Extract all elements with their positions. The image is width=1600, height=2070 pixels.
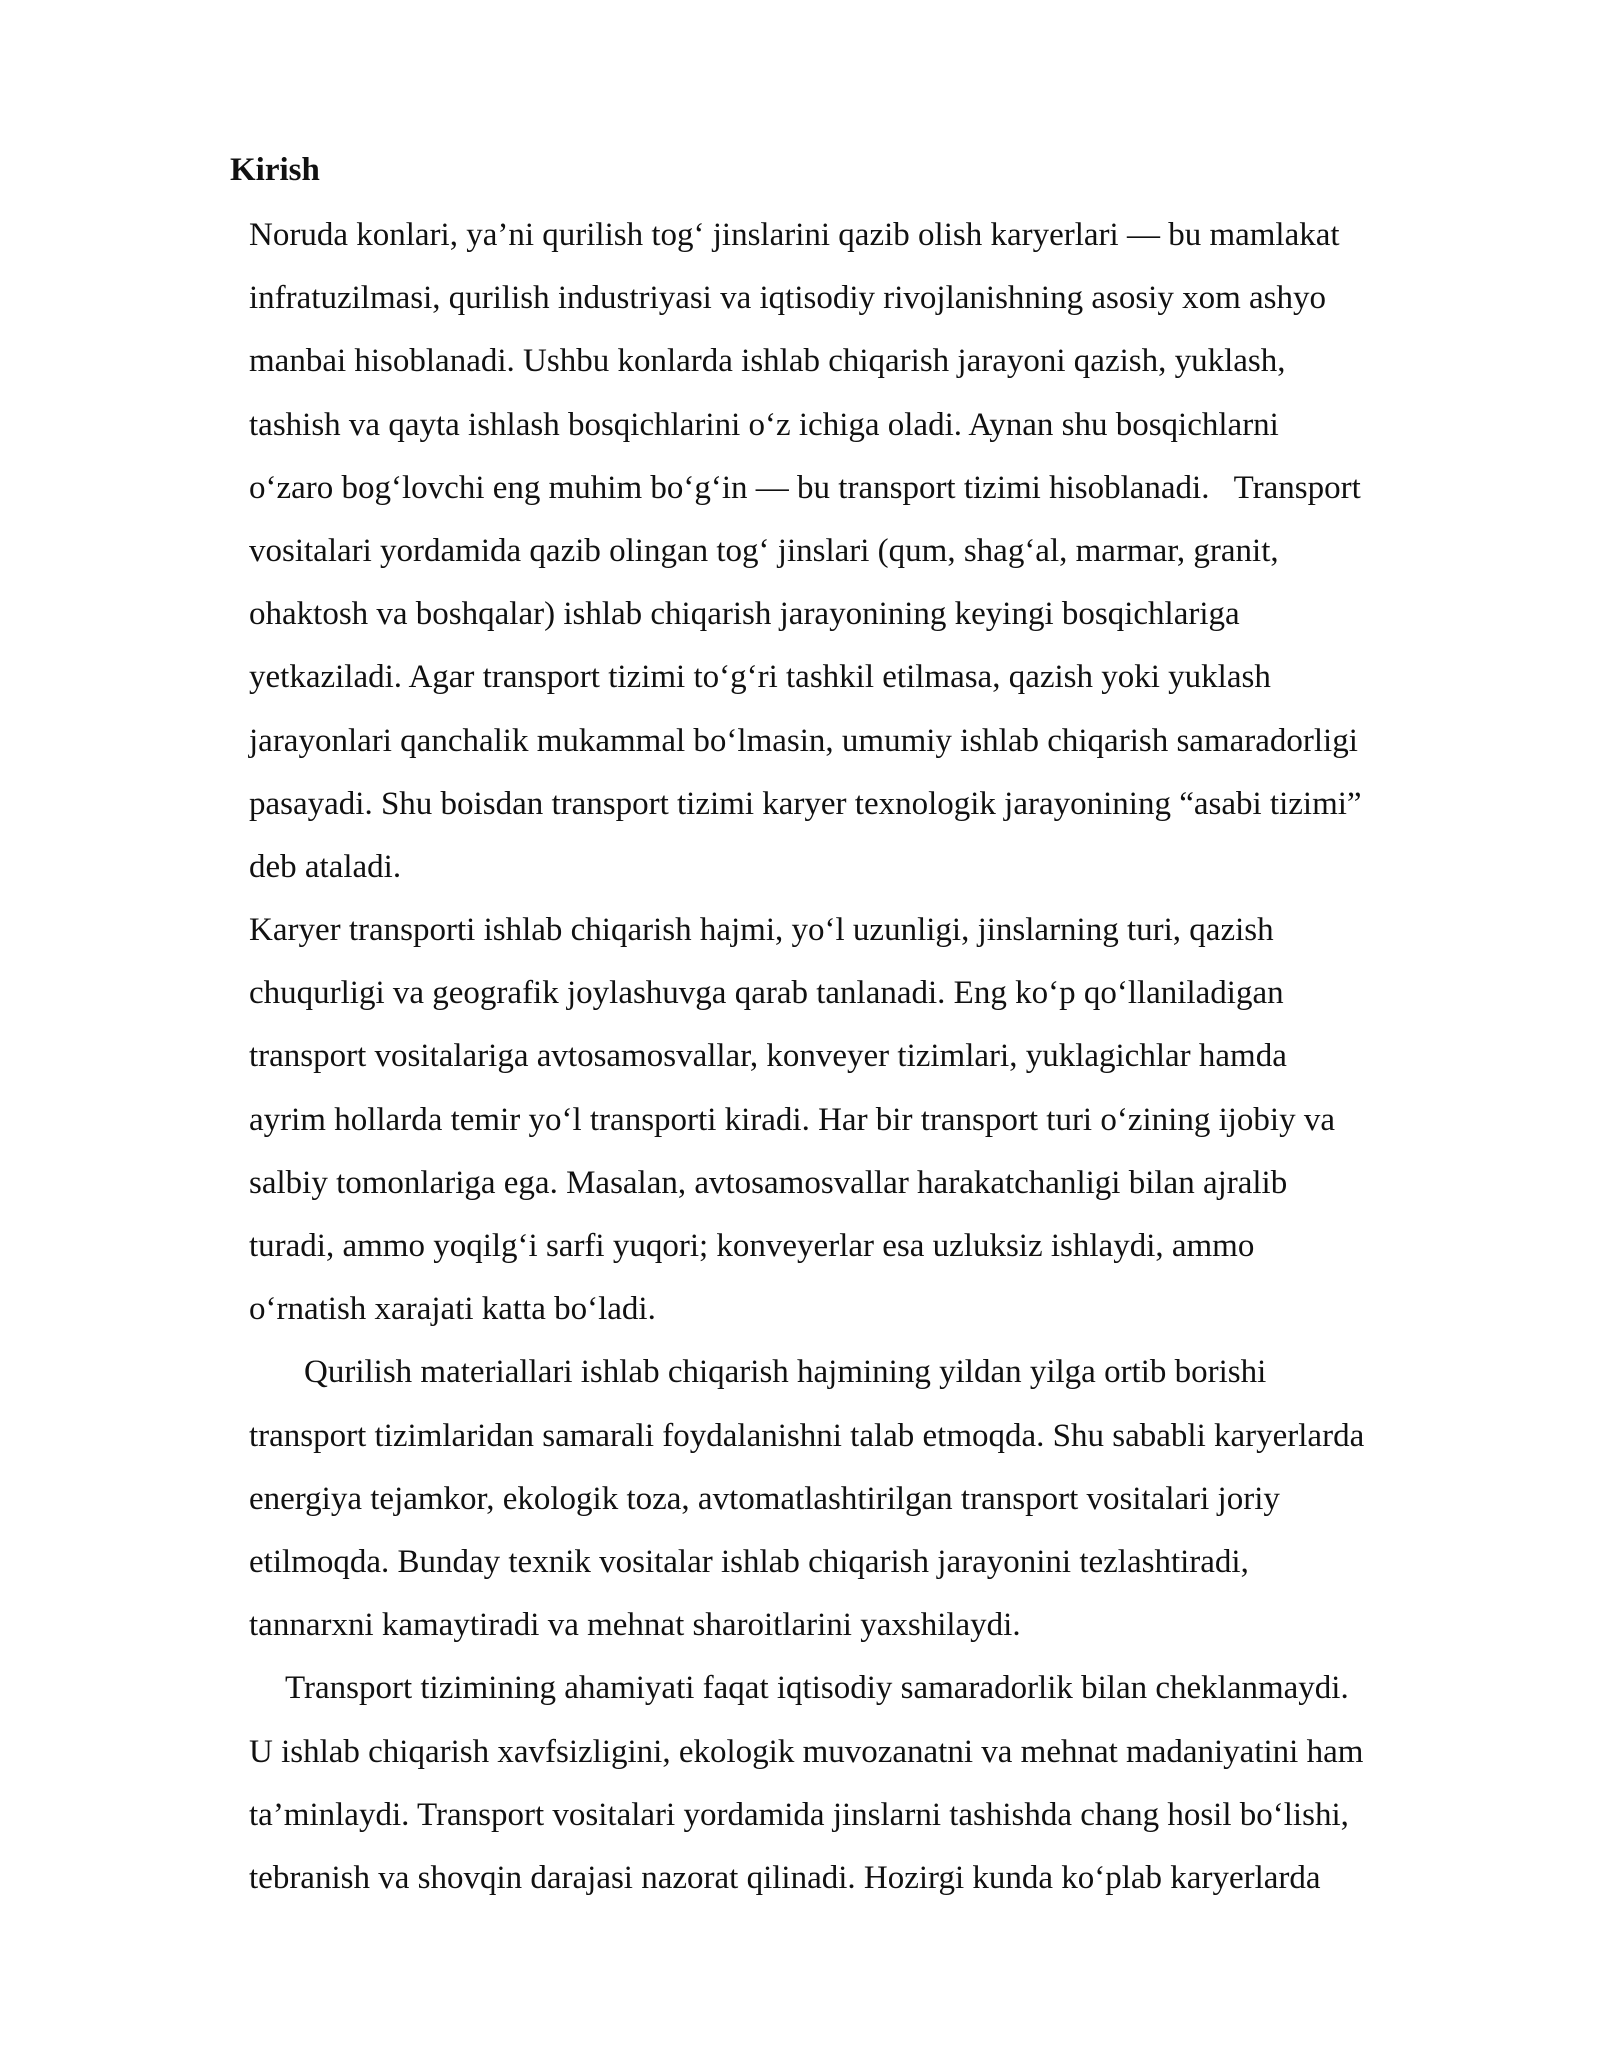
body-text [249,204,1509,1910]
text-line: energiya tejamkor, ekologik toza, avtomatlashtirilgan transport vositalari joriy [249,1480,1280,1517]
text-line: o‘rnatish xarajati katta bo‘ladi. [249,1291,656,1328]
text-line: ayrim hollarda temir yo‘l transporti kiradi. Har bir transport turi o‘zining ijobiy va [249,1101,1335,1138]
text-line: ohaktosh va boshqalar) ishlab chiqarish jarayonining keyingi bosqichlariga [249,596,1240,633]
text-line: chuqurligi va geografik joylashuvga qarab tanlanadi. Eng ko‘p qo‘llaniladigan [249,975,1284,1012]
text-line: manbai hisoblanadi. Ushbu konlarda ishlab chiqarish jarayoni qazish, yuklash, [249,343,1286,380]
text-line: ta’minlaydi. Transport vositalari yordamida jinslarni tashishda chang hosil bo‘lishi, [249,1796,1349,1833]
text-line: etilmoqda. Bunday texnik vositalar ishlab chiqarish jarayonini tezlashtiradi, [249,1543,1249,1580]
text-line: salbiy tomonlariga ega. Masalan, avtosamosvallar harakatchanligi bilan ajralib [249,1164,1288,1201]
text-line: U ishlab chiqarish xavfsizligini, ekologik muvozanatni va mehnat madaniyatini ham [249,1733,1364,1770]
text-line: Qurilish materiallari ishlab chiqarish hajmining yildan yilga ortib borishi [304,1354,1267,1391]
text-line: o‘zaro bog‘lovchi eng muhim bo‘g‘in — bu transport tizimi hisoblanadi. Transport [249,469,1361,506]
text-line: tebranish va shovqin darajasi nazorat qilinadi. Hozirgi kunda ko‘plab karyerlarda [249,1859,1321,1896]
text-line: transport vositalariga avtosamosvallar, konveyer tizimlari, yuklagichlar hamda [249,1038,1287,1075]
text-line: Karyer transporti ishlab chiqarish hajmi, yo‘l uzunligi, jinslarning turi, qazish [249,912,1274,949]
text-line: jarayonlari qanchalik mukammal bo‘lmasin, umumiy ishlab chiqarish samaradorligi [249,722,1358,759]
text-line: Noruda konlari, ya’ni qurilish tog‘ jinslarini qazib olish karyerlari — bu mamlakat [249,217,1340,253]
text-line: infratuzilmasi, qurilish industriyasi va iqtisodiy rivojlanishning asosiy xom ashyo [249,280,1326,317]
text-line: pasayadi. Shu boisdan transport tizimi karyer texnologik jarayonining “asabi tizimi” [249,785,1362,822]
text-line: tashish va qayta ishlash bosqichlarini o‘z ichiga oladi. Aynan shu bosqichlarni [249,406,1279,443]
text-line: yetkaziladi. Agar transport tizimi to‘g‘ri tashkil etilmasa, qazish yoki yuklash [249,659,1271,696]
text-line: tannarxni kamaytiradi va mehnat sharoitlarini yaxshilaydi. [249,1607,1021,1644]
text-line: turadi, ammo yoqilg‘i sarfi yuqori; konveyerlar esa uzluksiz ishlaydi, ammo [249,1228,1255,1264]
text-line: transport tizimlaridan samarali foydalanishni talab etmoqda. Shu sababli karyerlarda [249,1417,1365,1454]
text-line: Transport tizimining ahamiyati faqat iqtisodiy samaradorlik bilan cheklanmaydi. [285,1670,1349,1707]
text-line: deb ataladi. [249,848,402,885]
section-heading: Kirish [230,152,320,188]
text-line: vositalari yordamida qazib olingan tog‘ jinslari (qum, shag‘al, marmar, granit, [249,532,1279,569]
